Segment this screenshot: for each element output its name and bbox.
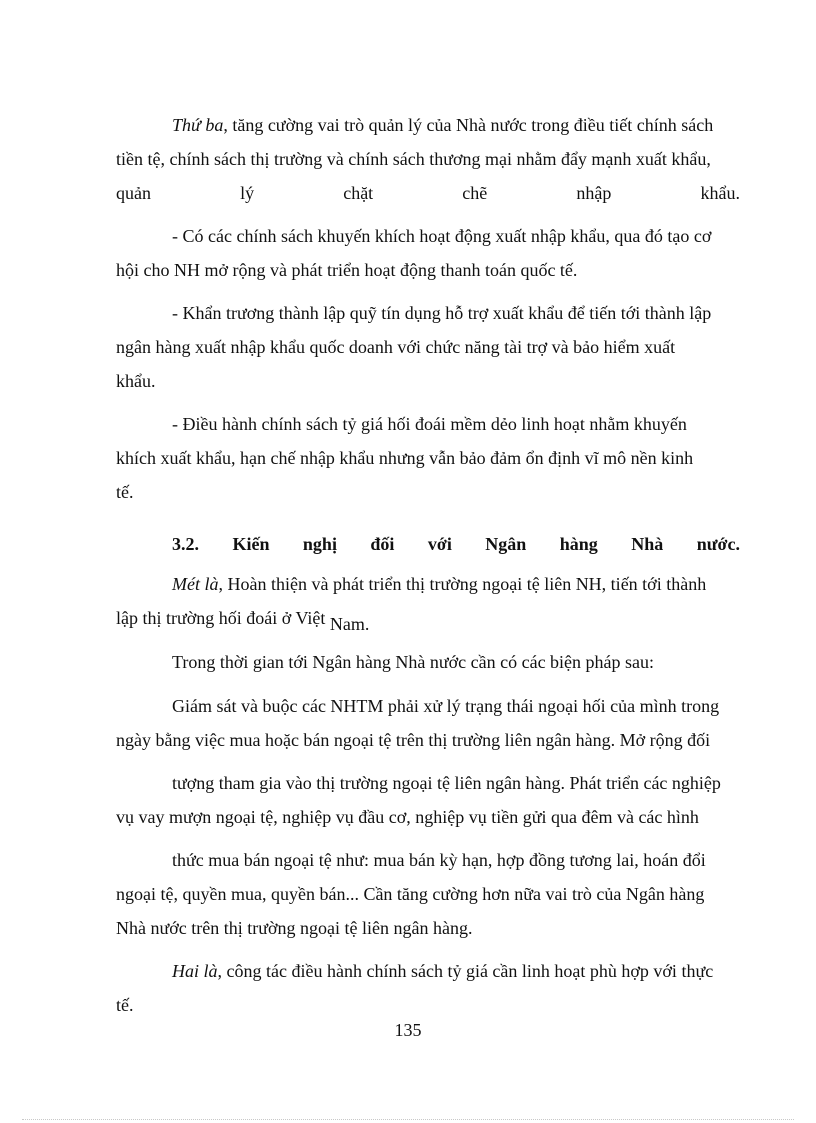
para2-line2-text: lập thị trường hối đoái ở Việt [116,608,326,628]
word: lý [240,183,255,203]
word: chặt [343,183,374,203]
para1-line3 [116,182,740,204]
heading-word: Nhà [631,534,664,554]
para1-line1-text: , tăng cường vai trò quản lý của Nhà nước trong điều tiết chính sách [223,115,714,135]
footer-divider [22,1119,794,1120]
para2-line1-text: , Hoàn thiện và phát triển thị trường ngoại tệ liên NH, tiến tới thành [218,574,707,594]
para5-line1-text: , công tác điều hành chính sách tỷ giá cần linh hoạt phù hợp với thực [217,961,714,981]
para4-line5: thức mua bán ngoại tệ như: mua bán kỳ hạn, hợp đồng tương lai, hoán đổi [172,850,706,870]
para4-line3: tượng tham gia vào thị trường ngoại tệ liên ngân hàng. Phát triển các nghiệp [172,773,721,793]
bullet1-line2: hội cho NH mở rộng và phát triển hoạt động thanh toán quốc tế. [116,260,578,280]
bullet1-line1: - Có các chính sách khuyến khích hoạt động xuất nhập khẩu, qua đó tạo cơ [172,226,712,246]
heading-word: đối [370,534,395,554]
para4-line6: ngoại tệ, quyền mua, quyền bán... Cần tăng cường hơn nữa vai trò của Ngân hàng [116,884,705,904]
heading-word: Ngân [485,534,527,554]
para5-line2: tế. [116,995,134,1015]
para1-line2: tiền tệ, chính sách thị trường và chính sách thương mại nhằm đẩy mạnh xuất khẩu, [116,149,711,169]
para4-line7: Nhà nước trên thị trường ngoại tệ liên ngân hàng. [116,918,473,938]
bullet2-line2: ngân hàng xuất nhập khẩu quốc doanh với chức năng tài trợ và bảo hiểm xuất [116,337,676,357]
heading-word: nước. [696,534,740,554]
para5-line1 [172,960,740,982]
para2-line2-tail: Nam. [329,614,370,634]
para2-lead: Mét là [172,574,219,594]
section-heading [172,533,740,555]
para4-line4: vụ vay mượn ngoại tệ, nghiệp vụ đầu cơ, nghiệp vụ tiền gửi qua đêm và các hình [116,807,699,827]
para4-line1: Giám sát và buộc các NHTM phải xử lý trạng thái ngoại hối của mình trong [172,696,720,716]
para3-line1: Trong thời gian tới Ngân hàng Nhà nước cần có các biện pháp sau: [172,652,655,672]
para4-line2: ngày bằng việc mua hoặc bán ngoại tệ trên thị trường liên ngân hàng. Mở rộng đối [116,730,711,750]
heading-word: với [427,534,452,554]
bullet3-line1: - Điều hành chính sách tỷ giá hối đoái mềm dẻo linh hoạt nhằm khuyến [172,414,687,434]
word: quản [116,183,151,203]
word: nhập [576,183,612,203]
word: khẩu. [700,183,740,203]
heading-word: hàng [559,534,598,554]
bullet2-line3: khẩu. [116,371,156,391]
word: chẽ [462,183,488,203]
bullet3-line3: tế. [116,482,134,502]
page-number: 135 [394,1020,422,1040]
bullet2-line1: - Khẩn trương thành lập quỹ tín dụng hỗ trợ xuất khẩu để tiến tới thành lập [172,303,712,323]
para2-line1 [172,573,740,595]
para2-line2 [116,607,740,634]
para1-line1 [172,114,740,136]
para1-lead: Thứ ba [172,115,224,135]
heading-word: nghị [302,534,337,554]
bullet3-line2: khích xuất khẩu, hạn chế nhập khẩu nhưng vẫn bảo đảm ổn định vĩ mô nền kinh [116,448,694,468]
para5-lead: Hai là [172,961,218,981]
heading-word: Kiến [232,534,270,554]
heading-word: 3.2. [172,534,199,554]
